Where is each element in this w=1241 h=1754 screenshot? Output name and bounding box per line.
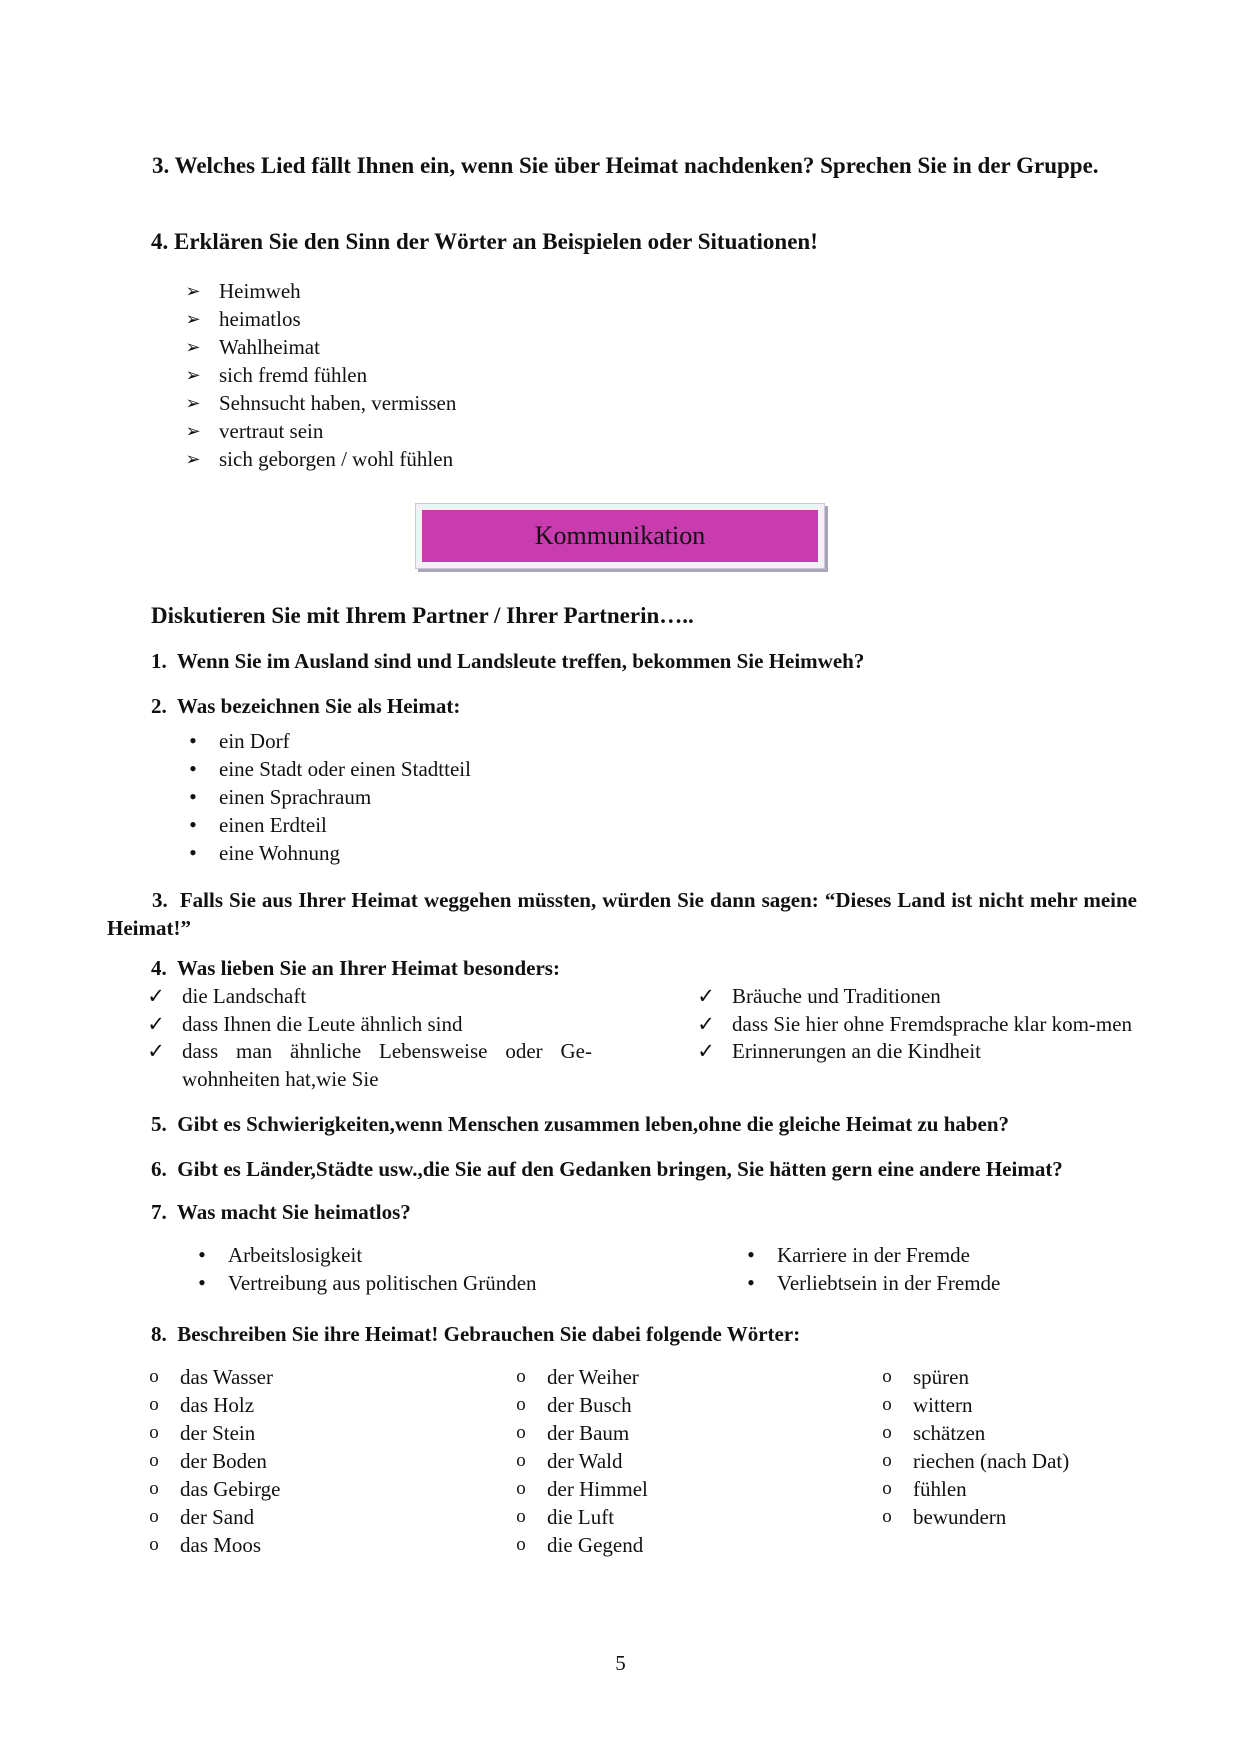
- circle-bullet-icon: o: [149, 1478, 159, 1499]
- bullet-icon: •: [198, 1242, 206, 1267]
- circle-bullet-icon: o: [516, 1366, 526, 1387]
- arrow-bullet-icon: ➢: [185, 365, 201, 385]
- word-column-2: [511, 1363, 648, 1559]
- bullet-icon: •: [198, 1270, 206, 1295]
- list-item: o die Gegend: [511, 1531, 648, 1559]
- bullet-icon: •: [189, 784, 197, 809]
- page-number: 5: [615, 1651, 626, 1675]
- list-item: o der Himmel: [511, 1475, 648, 1503]
- circle-bullet-icon: o: [516, 1534, 526, 1555]
- arrow-bullet-icon: ➢: [185, 281, 201, 301]
- check-icon: ✓: [697, 1011, 715, 1036]
- question-k7: 7. Was macht Sie heimatlos?: [151, 1200, 411, 1224]
- circle-bullet-icon: o: [149, 1506, 159, 1527]
- check-icon: ✓: [697, 984, 715, 1008]
- question-k8: 8. Beschreiben Sie ihre Heimat! Gebrauchen Sie dabei folgende Wörter:: [151, 1322, 801, 1346]
- list-item: o spüren: [877, 1363, 1069, 1391]
- circle-bullet-icon: o: [882, 1422, 892, 1443]
- bullet-icon: •: [189, 728, 197, 753]
- bullet-icon: •: [189, 840, 197, 865]
- arrow-bullet-icon: ➢: [185, 309, 201, 329]
- circle-bullet-icon: o: [516, 1506, 526, 1527]
- circle-bullet-icon: o: [149, 1394, 159, 1415]
- list-item: • Karriere in der Fremde: [741, 1241, 1000, 1269]
- list-item: o wittern: [877, 1391, 1069, 1419]
- question-k6: 6. Gibt es Länder,Städte usw.,die Sie auf den Gedanken bringen, Sie hätten gern eine andere Heimat?: [151, 1157, 1063, 1181]
- list-item: o das Holz: [144, 1391, 281, 1419]
- question-4: [151, 229, 818, 255]
- discussion-intro: Diskutieren Sie mit Ihrem Partner / Ihrer Partnerin…..: [151, 603, 694, 628]
- list-item: • einen Erdteil: [183, 811, 471, 839]
- list-item: o der Baum: [511, 1419, 648, 1447]
- list-item: ➢ Sehnsucht haben, vermissen: [183, 389, 456, 417]
- question-3-number: 3.: [152, 153, 170, 178]
- question-k4: 4. Was lieben Sie an Ihrer Heimat besonders:: [151, 956, 560, 980]
- list-item: o die Luft: [511, 1503, 648, 1531]
- list-item: ✓ dass Sie hier ohne Fremdsprache klar kom-men: [696, 1011, 1172, 1039]
- bullet-icon: •: [747, 1242, 755, 1267]
- list-item: ➢ Heimweh: [183, 277, 456, 305]
- list-item: o riechen (nach Dat): [877, 1447, 1069, 1475]
- circle-bullet-icon: o: [516, 1422, 526, 1443]
- question-k1: 1. Wenn Sie im Ausland sind und Landsleute treffen, bekommen Sie Heimweh?: [151, 649, 865, 673]
- question-3: [107, 151, 1137, 181]
- likes-list-left: [146, 983, 592, 1093]
- list-item: ➢ heimatlos: [183, 305, 456, 333]
- list-item: o der Stein: [144, 1419, 281, 1447]
- check-icon: ✓: [147, 984, 165, 1008]
- homeless-reasons-left: [192, 1241, 537, 1297]
- list-item: ✓ dass man ähnliche Lebensweise oder Ge-wohnheiten hat,wie Sie: [147, 1039, 592, 1091]
- list-item: o das Wasser: [144, 1363, 281, 1391]
- list-item: • eine Wohnung: [183, 839, 471, 867]
- circle-bullet-icon: o: [882, 1394, 892, 1415]
- circle-bullet-icon: o: [149, 1534, 159, 1555]
- question-k2: 2. Was bezeichnen Sie als Heimat:: [151, 694, 461, 718]
- section-title: Kommunikation: [422, 510, 818, 562]
- list-item: • eine Stadt oder einen Stadtteil: [183, 755, 471, 783]
- check-icon: ✓: [147, 1011, 165, 1036]
- word-column-3: [877, 1363, 1069, 1531]
- list-item: • Arbeitslosigkeit: [192, 1241, 537, 1269]
- list-item: • Verliebtsein in der Fremde: [741, 1269, 1000, 1297]
- circle-bullet-icon: o: [149, 1366, 159, 1387]
- list-item: ✓ dass Ihnen die Leute ähnlich sind: [146, 1011, 592, 1039]
- list-item: ✓ Erinnerungen an die Kindheit: [696, 1038, 1172, 1066]
- likes-list-right: [696, 983, 1172, 1066]
- list-item: o das Gebirge: [144, 1475, 281, 1503]
- list-item: ➢ vertraut sein: [183, 417, 456, 445]
- homeland-options-list: [183, 727, 471, 867]
- circle-bullet-icon: o: [516, 1394, 526, 1415]
- arrow-bullet-icon: ➢: [185, 393, 201, 413]
- homeless-reasons-right: [741, 1241, 1000, 1297]
- list-item: o der Weiher: [511, 1363, 648, 1391]
- list-item: o fühlen: [877, 1475, 1069, 1503]
- circle-bullet-icon: o: [882, 1450, 892, 1471]
- question-k5: 5. Gibt es Schwierigkeiten,wenn Menschen zusammen leben,ohne die gleiche Heimat zu haben?: [151, 1112, 1010, 1136]
- list-item: o schätzen: [877, 1419, 1069, 1447]
- list-item: ➢ sich geborgen / wohl fühlen: [183, 445, 456, 473]
- list-item: • Vertreibung aus politischen Gründen: [192, 1269, 537, 1297]
- vocabulary-list: [183, 277, 456, 473]
- list-item: • ein Dorf: [183, 727, 471, 755]
- bullet-icon: •: [189, 756, 197, 781]
- list-item: ➢ sich fremd fühlen: [183, 361, 456, 389]
- circle-bullet-icon: o: [516, 1450, 526, 1471]
- bullet-icon: •: [747, 1270, 755, 1295]
- question-k3: 3. Falls Sie aus Ihrer Heimat weggehen müssten, würden Sie dann sagen: “Dieses Land ist nicht mehr meine Heimat!”: [107, 888, 1137, 940]
- circle-bullet-icon: o: [149, 1422, 159, 1443]
- list-item: o der Sand: [144, 1503, 281, 1531]
- question-3-text: Welches Lied fällt Ihnen ein, wenn Sie über Heimat nachdenken? Sprechen Sie in der Gruppe.: [174, 153, 1099, 178]
- check-icon: ✓: [147, 1039, 165, 1063]
- question-4-number: 4.: [151, 229, 169, 254]
- list-item: o der Boden: [144, 1447, 281, 1475]
- circle-bullet-icon: o: [516, 1478, 526, 1499]
- circle-bullet-icon: o: [149, 1450, 159, 1471]
- circle-bullet-icon: o: [882, 1366, 892, 1387]
- section-banner: [415, 503, 825, 569]
- list-item: ✓ die Landschaft: [146, 983, 592, 1011]
- list-item: o das Moos: [144, 1531, 281, 1559]
- circle-bullet-icon: o: [882, 1506, 892, 1527]
- list-item: o bewundern: [877, 1503, 1069, 1531]
- word-column-1: [144, 1363, 281, 1559]
- arrow-bullet-icon: ➢: [185, 337, 201, 357]
- check-icon: ✓: [697, 1039, 715, 1063]
- list-item: ➢ Wahlheimat: [183, 333, 456, 361]
- question-4-text: Erklären Sie den Sinn der Wörter an Beispielen oder Situationen!: [174, 229, 818, 254]
- list-item: o der Busch: [511, 1391, 648, 1419]
- list-item: • einen Sprachraum: [183, 783, 471, 811]
- circle-bullet-icon: o: [882, 1478, 892, 1499]
- list-item: ✓ Bräuche und Traditionen: [696, 983, 1172, 1011]
- list-item: o der Wald: [511, 1447, 648, 1475]
- arrow-bullet-icon: ➢: [185, 449, 201, 469]
- bullet-icon: •: [189, 812, 197, 837]
- arrow-bullet-icon: ➢: [185, 421, 201, 441]
